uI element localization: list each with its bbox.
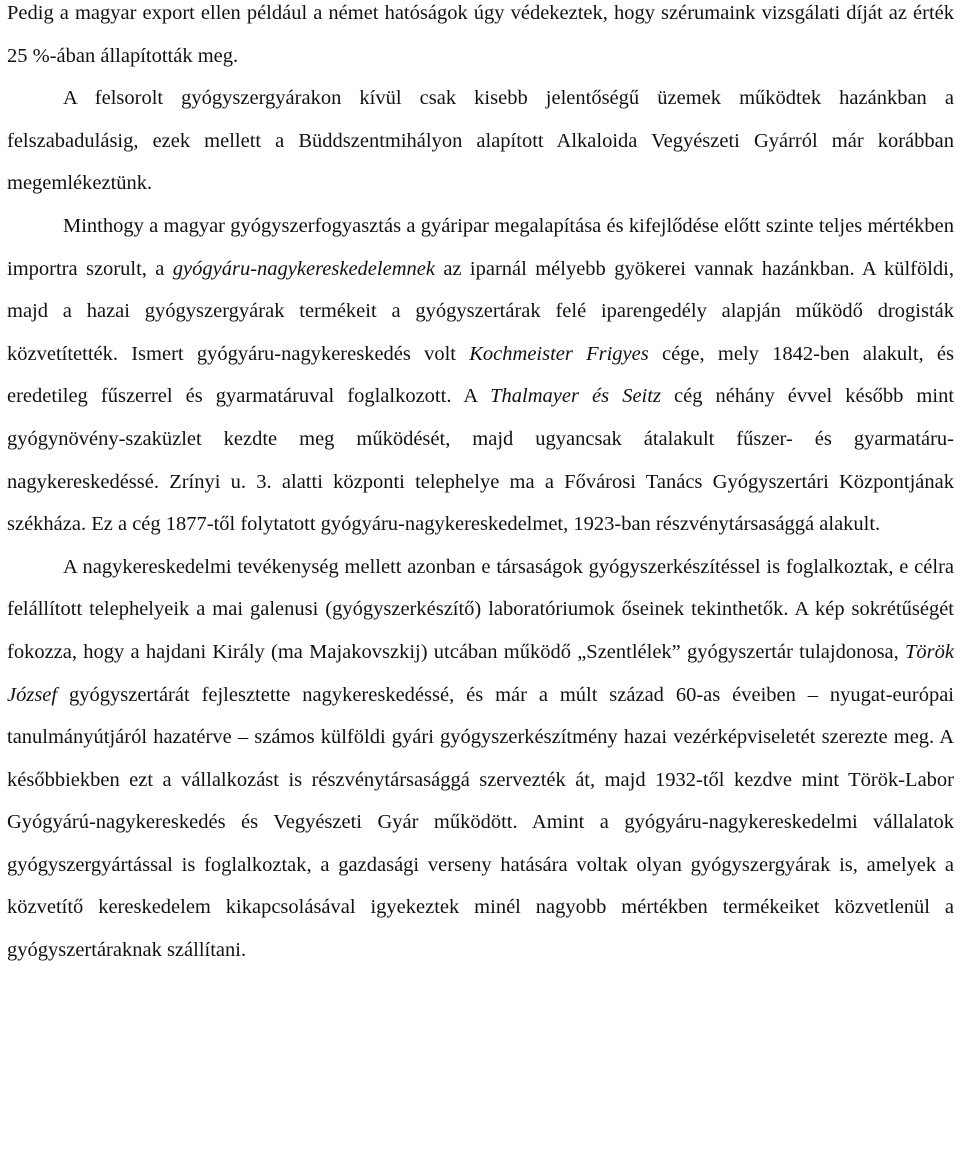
italic-term-wholesale: gyógyáru-nagykereskedelemnek: [172, 257, 435, 280]
paragraph-wholesale-history: [7, 205, 954, 546]
paragraph-text: A nagykereskedelmi tevékenység mellett azonban e társaságok gyógyszerkészítéssel is foglalkoztak, e célra felállított telephelyeik a mai galenusi (gyógyszerkészítő) laboratóriumok őseinek tekinthetők. A kép sokrétűségét fokozza, hogy a hajdani Király (ma Majakovszkij) utcában működő „Szentlélek” gyógyszertár tulajdonosa,: [7, 555, 954, 663]
paragraph-text: cég néhány évvel később mint gyógynövény-szaküzlet kezdte meg működését, majd ugyancsak átalakult fűszer- és gyarmatáru-nagykereskedéssé. Zrínyi u. 3. alatti központi telephelye ma a Fővárosi Tanács Gyógyszertári Központjának székháza. Ez a cég 1877-től folytatott gyógyáru-nagykereskedelmet, 1923-ban részvénytársasággá alakult.: [7, 385, 955, 536]
paragraph-text: Pedig a magyar export ellen például a német hatóságok úgy védekeztek, hogy szérumaink vizsgálati díját az érték 25 %-ában állapították meg.: [7, 2, 954, 67]
paragraph-export-defense: [7, 0, 954, 77]
paragraph-text: gyógyszertárát fejlesztette nagykereskedéssé, és már a múlt század 60-as éveiben – nyugat-európai tanulmányútjáról hazatérve – számos külföldi gyári gyógyszerkészítmény hazai vezérképviseletét szerezte meg. A későbbiekben ezt a vállalkozást is részvénytársasággá szervezték át, majd 1932-től kezdve mint Török-Labor Gyógyárú-nagykereskedés és Vegyészeti Gyár működött. Amint a gyógyáru-nagykereskedelmi vállalatok gyógyszergyártással is foglalkoztak, a gazdasági verseny hatására voltak olyan gyógyszergyárak is, amelyek a közvetítő kereskedelem kikapcsolásával igyekeztek minél nagyobb mértékben termékeiket közvetlenül a gyógyszertáraknak szállítani.: [7, 683, 954, 962]
italic-name-torok-jozsef: Török József: [7, 640, 954, 706]
paragraph-text: cége, mely 1842-ben alakult, és eredetileg fűszerrel és gyarmatáruval foglalkozott. A: [7, 342, 954, 408]
paragraph-text: Minthogy a magyar gyógyszerfogyasztás a gyáripar megalapítása és kifejlődése előtt szinte teljes mértékben importra szorult, a: [7, 214, 954, 280]
italic-name-kochmeister: Kochmeister Frigyes: [469, 342, 649, 365]
paragraph-wholesale-manufacturing: [7, 546, 954, 972]
paragraph-minor-plants: [7, 77, 954, 205]
italic-name-thalmayer-seitz: Thalmayer és Seitz: [490, 385, 661, 408]
paragraph-text: az iparnál mélyebb gyökerei vannak hazánkban. A külföldi, majd a hazai gyógyszergyárak termékeit a gyógyszertárak felé iparengedély alapján működő drogisták közvetítették. Ismert gyógyáru-nagykereskedés volt: [7, 257, 954, 365]
paragraph-text: A felsorolt gyógyszergyárakon kívül csak kisebb jelentőségű üzemek működtek hazánkban a felszabadulásig, ezek mellett a Büddszentmihályon alapított Alkaloida Vegyészeti Gyárról már korábban megemlékeztünk.: [7, 87, 954, 195]
